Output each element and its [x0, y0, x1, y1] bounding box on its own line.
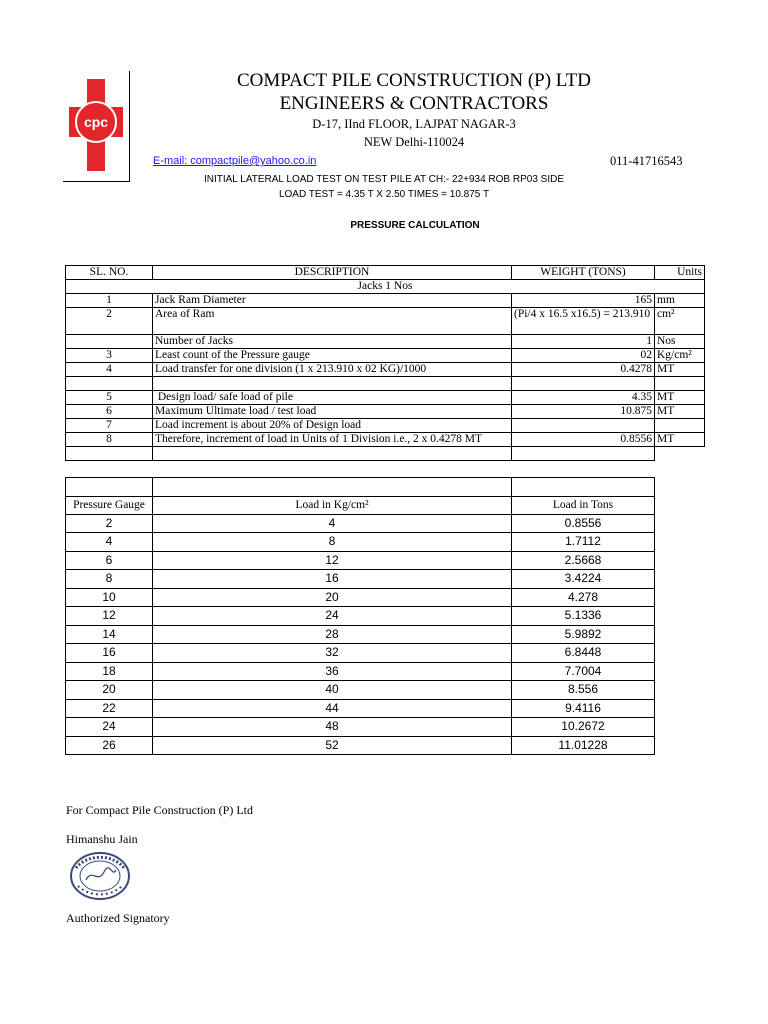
- load-tons-cell: 10.2672: [512, 718, 655, 737]
- row-weight: [512, 377, 655, 391]
- row-description: Maximum Ultimate load / test load: [153, 405, 512, 419]
- pressure-gauge-cell: 4: [66, 533, 153, 552]
- load-kg-cell: 32: [153, 644, 512, 663]
- row-description: Load increment is about 20% of Design load: [153, 419, 512, 433]
- row-weight: 10.875: [512, 405, 655, 419]
- row-description: [153, 377, 512, 391]
- table-row: [66, 736, 655, 755]
- load-tons-cell: 5.1336: [512, 607, 655, 626]
- load-kg-cell: 52: [153, 736, 512, 755]
- pressure-gauge-cell: 20: [66, 681, 153, 700]
- table-row: [66, 588, 655, 607]
- load-tons-cell: 6.8448: [512, 644, 655, 663]
- jacks-row: [66, 280, 705, 294]
- company-logo: [63, 71, 130, 182]
- row-sl: 3: [66, 349, 153, 363]
- load-kg-cell: 48: [153, 718, 512, 737]
- row-weight: 0.4278: [512, 363, 655, 377]
- row-unit: MT: [655, 405, 705, 419]
- row-description: Therefore, increment of load in Units of 1 Division i.e., 2 x 0.4278 MT: [153, 433, 512, 447]
- pressure-rows: [66, 514, 655, 755]
- row-unit: MT: [655, 433, 705, 447]
- load-tons-cell: 1.7112: [512, 533, 655, 552]
- empty-cell: [153, 447, 512, 461]
- table-row: [66, 718, 655, 737]
- table-row: [66, 363, 705, 377]
- load-kg-cell: 24: [153, 607, 512, 626]
- email-link[interactable]: E-mail: compactpile@yahoo.co.in: [153, 155, 317, 167]
- row-unit: [655, 377, 705, 391]
- table-row: [66, 419, 705, 433]
- table-row: [66, 551, 655, 570]
- row-weight: 4.35: [512, 391, 655, 405]
- table-row: [66, 405, 705, 419]
- table-row: [66, 349, 705, 363]
- authorized-signatory: Authorized Signatory: [66, 911, 170, 925]
- table-row-empty: [66, 447, 705, 461]
- cpc-logo-icon: [67, 75, 125, 175]
- row-unit: Kg/cm²: [655, 349, 705, 363]
- load-tons-cell: 11.01228: [512, 736, 655, 755]
- pressure-spacer-row: [66, 478, 655, 497]
- pressure-gauge-cell: 14: [66, 625, 153, 644]
- header-load-kg: Load in Kg/cm²: [153, 496, 512, 514]
- header-sl-no: SL. NO.: [66, 266, 153, 280]
- table-row: [66, 681, 655, 700]
- empty-cell: [66, 478, 153, 497]
- row-description: Area of Ram: [153, 308, 512, 335]
- table-row: [66, 625, 655, 644]
- address-line-1: D-17, IInd FLOOR, LAJPAT NAGAR-3: [312, 117, 516, 131]
- row-unit: Nos: [655, 335, 705, 349]
- header-weight: WEIGHT (TONS): [512, 266, 655, 280]
- row-weight: (Pi/4 x 16.5 x16.5) = 213.910: [512, 308, 655, 335]
- calculation-title: PRESSURE CALCULATION: [350, 220, 480, 231]
- header-load-tons: Load in Tons: [512, 496, 655, 514]
- header-description: DESCRIPTION: [153, 266, 512, 280]
- calculation-table: [65, 265, 705, 461]
- signatory-name: Himanshu Jain: [66, 832, 138, 846]
- table-row: [66, 308, 705, 335]
- empty-cell: [512, 478, 655, 497]
- table-row: [66, 391, 705, 405]
- pressure-gauge-cell: 22: [66, 699, 153, 718]
- load-kg-cell: 40: [153, 681, 512, 700]
- load-tons-cell: 8.556: [512, 681, 655, 700]
- row-weight: 165: [512, 294, 655, 308]
- table-row: [66, 335, 705, 349]
- row-weight: [512, 419, 655, 433]
- phone-number: 011-41716543: [610, 154, 683, 168]
- empty-cell: [655, 447, 705, 461]
- load-kg-cell: 16: [153, 570, 512, 589]
- jacks-count: Jacks 1 Nos: [66, 280, 705, 294]
- row-unit: MT: [655, 363, 705, 377]
- load-kg-cell: 44: [153, 699, 512, 718]
- table-row: [66, 514, 655, 533]
- pressure-gauge-cell: 24: [66, 718, 153, 737]
- table-row: [66, 533, 655, 552]
- logo-text: cpc: [83, 114, 109, 130]
- pressure-header-row: [66, 496, 655, 514]
- load-tons-cell: 3.4224: [512, 570, 655, 589]
- company-name: COMPACT PILE CONSTRUCTION (P) LTD: [236, 70, 591, 91]
- row-sl: 6: [66, 405, 153, 419]
- pressure-gauge-cell: 2: [66, 514, 153, 533]
- row-description: Design load/ safe load of pile: [153, 391, 512, 405]
- load-tons-cell: 7.7004: [512, 662, 655, 681]
- row-sl: [66, 377, 153, 391]
- row-unit: [655, 419, 705, 433]
- pressure-gauge-cell: 26: [66, 736, 153, 755]
- pressure-gauge-cell: 16: [66, 644, 153, 663]
- load-kg-cell: 4: [153, 514, 512, 533]
- pressure-gauge-cell: 18: [66, 662, 153, 681]
- table-row: [66, 699, 655, 718]
- table-row: [66, 607, 655, 626]
- load-kg-cell: 36: [153, 662, 512, 681]
- load-tons-cell: 0.8556: [512, 514, 655, 533]
- load-tons-cell: 4.278: [512, 588, 655, 607]
- table-row: [66, 294, 705, 308]
- row-description: Load transfer for one division (1 x 213.910 x 02 KG)/1000: [153, 363, 512, 377]
- row-unit: MT: [655, 391, 705, 405]
- row-weight: 1: [512, 335, 655, 349]
- table-row: [66, 570, 655, 589]
- row-weight: 0.8556: [512, 433, 655, 447]
- table-row: [66, 644, 655, 663]
- pressure-gauge-cell: 6: [66, 551, 153, 570]
- load-test-line: LOAD TEST = 4.35 T X 2.50 TIMES = 10.875 T: [278, 189, 490, 200]
- pressure-table: [65, 477, 655, 755]
- load-kg-cell: 8: [153, 533, 512, 552]
- row-description: Least count of the Pressure gauge: [153, 349, 512, 363]
- row-sl: 1: [66, 294, 153, 308]
- row-description: Number of Jacks: [153, 335, 512, 349]
- test-title: INITIAL LATERAL LOAD TEST ON TEST PILE AT CH:- 22+934 ROB RP03 SIDE: [203, 174, 565, 185]
- row-unit: mm: [655, 294, 705, 308]
- table-header-row: [66, 266, 705, 280]
- row-sl: 2: [66, 308, 153, 335]
- row-sl: 7: [66, 419, 153, 433]
- pressure-gauge-cell: 8: [66, 570, 153, 589]
- pressure-gauge-cell: 10: [66, 588, 153, 607]
- empty-cell: [153, 478, 512, 497]
- row-sl: 4: [66, 363, 153, 377]
- load-tons-cell: 9.4116: [512, 699, 655, 718]
- row-weight: 02: [512, 349, 655, 363]
- row-unit: cm²: [655, 308, 705, 335]
- header-units: Units: [655, 266, 705, 280]
- load-tons-cell: 5.9892: [512, 625, 655, 644]
- load-kg-cell: 28: [153, 625, 512, 644]
- company-seal-icon: [68, 850, 132, 902]
- row-sl: 8: [66, 433, 153, 447]
- load-kg-cell: 20: [153, 588, 512, 607]
- address-line-2: NEW Delhi-110024: [363, 135, 465, 149]
- header-pressure-gauge: Pressure Gauge: [66, 496, 153, 514]
- empty-cell: [66, 447, 153, 461]
- empty-cell: [512, 447, 655, 461]
- load-kg-cell: 12: [153, 551, 512, 570]
- row-sl: 5: [66, 391, 153, 405]
- pressure-gauge-cell: 12: [66, 607, 153, 626]
- company-subtitle: ENGINEERS & CONTRACTORS: [279, 93, 549, 114]
- load-tons-cell: 2.5668: [512, 551, 655, 570]
- table-row: [66, 433, 705, 447]
- for-company-text: For Compact Pile Construction (P) Ltd: [66, 803, 253, 817]
- row-sl: [66, 335, 153, 349]
- row-description: Jack Ram Diameter: [153, 294, 512, 308]
- table-row: [66, 662, 655, 681]
- table-row-empty: [66, 377, 705, 391]
